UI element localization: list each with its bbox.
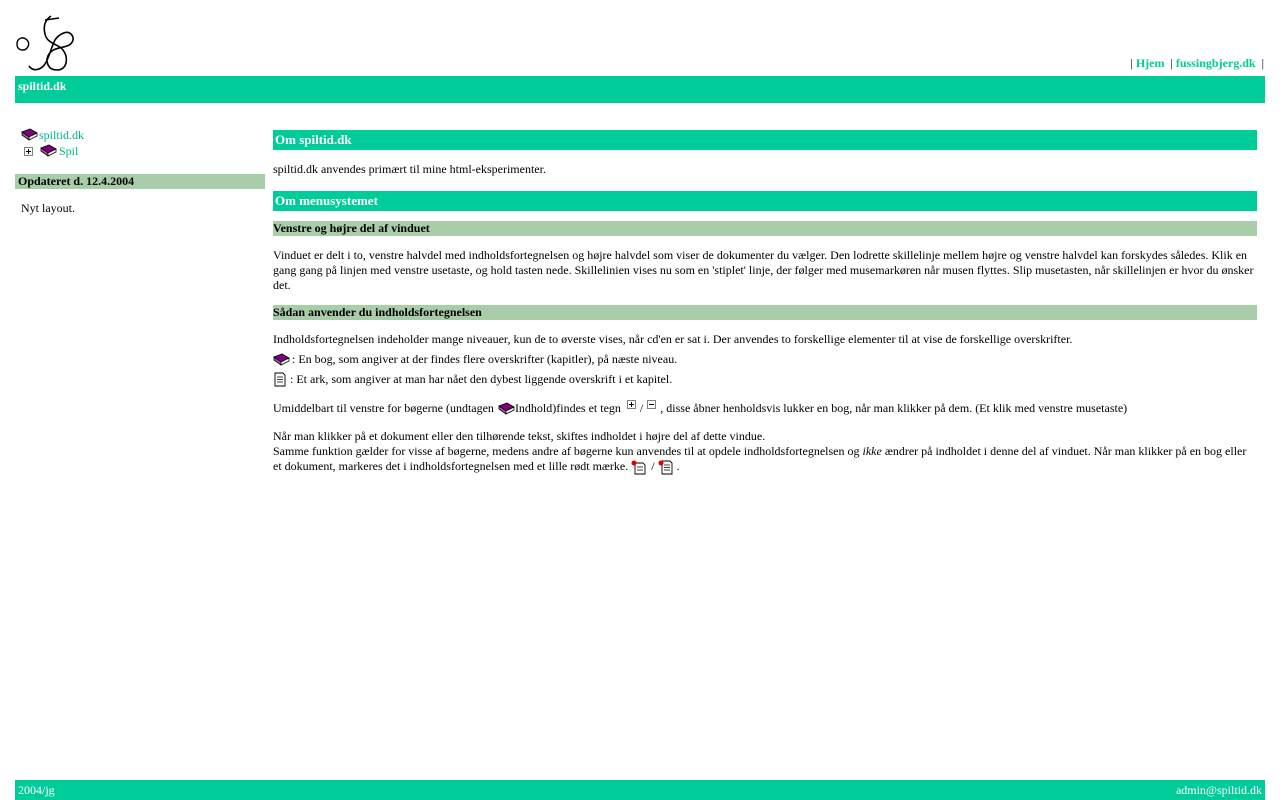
footer-left: 2004/jg [18, 783, 55, 797]
updated-bar [15, 174, 265, 189]
footer-bar [15, 780, 1265, 800]
expand-plus-icon [627, 400, 636, 409]
subsection-text: Indholdsfortegnelsen indeholder mange niveauer, kun de to øverste vises, når cd'en er sat i. Der anvendes to forskellige elementer til at vise de forskellige overskrifter. [273, 332, 1073, 346]
updated-label: Opdateret d. 12.4.2004 [18, 174, 135, 188]
book-legend [273, 352, 1257, 367]
nav-separator: | [1170, 56, 1173, 70]
main-content [273, 130, 1257, 475]
toggle-slash: / [639, 401, 644, 415]
site-logo-icon [15, 14, 77, 74]
toc-tree [21, 127, 84, 159]
same-text-pre: Samme funktion gælder for visse af bøgerne, medens andre af bøgerne kun anvendes til at opdele indholdsfortegnelsen og [273, 444, 860, 458]
collapse-minus-icon [647, 400, 656, 409]
site-banner [15, 76, 1265, 103]
update-note: Nyt layout. [21, 201, 75, 215]
subsection-heading: Venstre og højre del af vinduet [273, 221, 1257, 236]
section-heading: Om spiltid.dk [273, 130, 1257, 150]
top-nav [1130, 56, 1264, 71]
toc-label-root[interactable]: spiltid.dk [39, 128, 85, 142]
toc-label-spil[interactable]: Spil [59, 144, 79, 158]
marked-document-icon [658, 460, 674, 475]
page-legend-text: : Et ark, som angiver at man har nået den dybest liggende overskrift i et kapitel. [290, 372, 673, 386]
book-icon [273, 353, 290, 367]
same-text-em: ikke [862, 444, 882, 458]
mark-slash: / [651, 459, 655, 473]
nav-separator: | [1261, 56, 1264, 70]
toggle-explain [273, 400, 1257, 417]
toc-item-root[interactable] [21, 127, 84, 143]
book-legend-text: : En bog, som angiver at der findes flere overskrifter (kapitler), på næste niveau. [292, 352, 678, 366]
section-text: spiltid.dk anvendes primært til mine html-eksperimenter. [273, 162, 546, 176]
subsection-heading: Sådan anvender du indholdsfortegnelsen [273, 305, 1257, 320]
click-info: Når man klikker på et dokument eller den tilhørende tekst, skiftes indholdet i højre del af dette vindue. [273, 429, 766, 443]
admin-email-link[interactable]: admin@spiltid.dk [1175, 783, 1262, 797]
same-text-post: ændrer på indholdet i denne del af vinduet. Når man klikker på en bog eller et dokument, markeres det i indholdsfortegnelsen med et lille rødt mærke. [273, 444, 1247, 473]
section-heading: Om menusystemet [273, 191, 1257, 211]
banner-title: spiltid.dk [18, 79, 67, 93]
subsection-text: Vinduet er delt i to, venstre halvdel med indholdsfortegnelsen og højre halvdel som viser de dokumenter du vælger. Den lodrette skillelinje mellem højre og venstre halvdel kan forskydes således. Klik en gang gang på linjen med venstre usetaste, og hold tasten nede. Skillelinien vises nu som en 'stiplet' linje, der følger med musemarkøren når musen flyttes. Slip musetasten, når skillelinjen er hvor du ønsker det. [273, 248, 1254, 292]
mark-end: . [676, 459, 680, 473]
page-legend [273, 372, 1257, 387]
marked-book-icon [631, 460, 648, 475]
book-icon [498, 402, 515, 416]
nav-separator: | [1130, 56, 1133, 70]
toggle-text-post: , disse åbner henholdsvis lukker en bog, når man klikker på dem. (Et klik med venstre musetaste) [660, 401, 1128, 415]
book-icon [40, 144, 57, 158]
document-icon [273, 372, 287, 387]
expand-plus-icon[interactable] [24, 147, 33, 156]
toc-item-spil[interactable] [21, 143, 84, 159]
home-link[interactable]: Hjem [1135, 56, 1165, 70]
book-icon [21, 128, 38, 142]
toggle-text-pre: Umiddelbart til venstre for bøgerne (undtagen [273, 401, 494, 415]
fussingbjerg-link[interactable]: fussingbjerg.dk [1175, 56, 1256, 70]
same-function-info [273, 444, 1257, 475]
toggle-text-mid: Indhold)findes et tegn [514, 401, 621, 415]
